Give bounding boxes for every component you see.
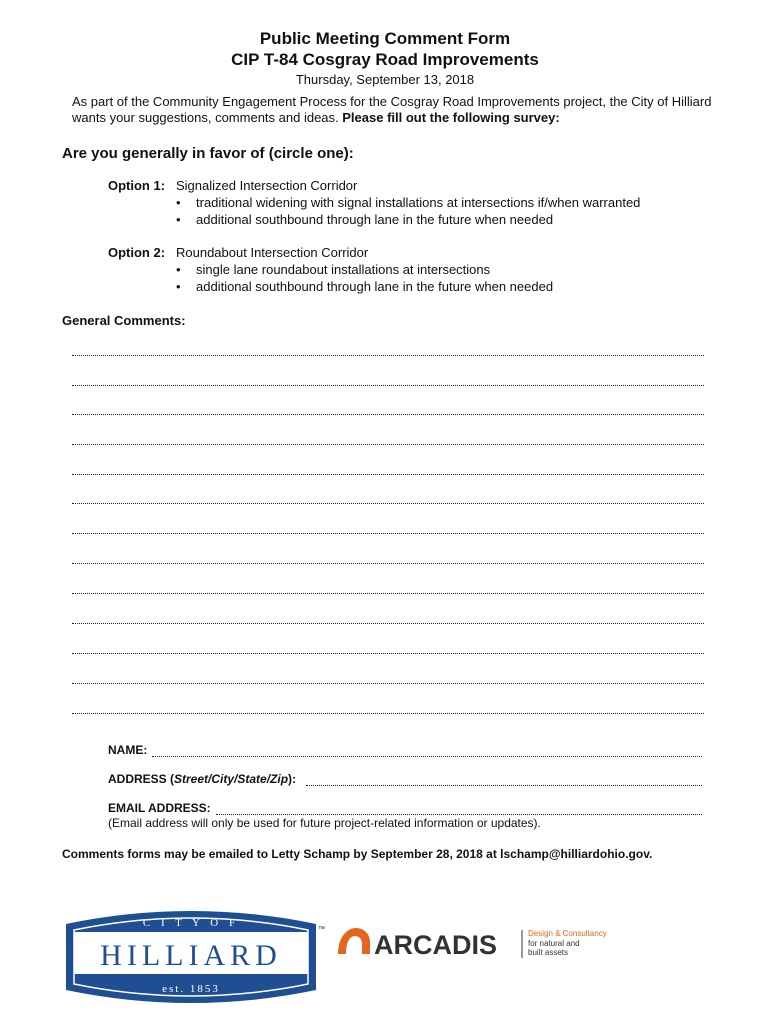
comment-line[interactable] [72,713,704,714]
comment-line[interactable] [72,653,704,654]
hilliard-logo-name: HILLIARD [100,939,282,972]
comment-line[interactable] [72,474,704,475]
form-title: Public Meeting Comment Form [259,29,511,48]
comment-line[interactable] [72,444,704,445]
email-label: EMAIL ADDRESS: [108,801,211,815]
arcadis-tagline-2: for natural and [528,939,580,948]
address-label-prefix: ADDRESS ( [108,772,175,786]
arcadis-logo [334,924,614,964]
arcadis-tagline-1: Design & Consultancy [528,929,607,938]
comment-line[interactable] [72,503,704,504]
hilliard-logo-est: est. 1853 [162,983,220,995]
hilliard-logo-top: C I T Y O F [142,917,240,929]
option-1-bullet [176,212,554,227]
option-2-label[interactable]: Option 2: [108,245,166,260]
address-label-italic: Street/City/State/Zip [174,772,289,786]
comment-line[interactable] [72,683,704,684]
intro-paragraph [72,94,722,126]
arcadis-logo-name: ARCADIS [374,930,498,960]
intro-emphasis: Please fill out the following survey: [342,110,560,125]
arcadis-logo-mark [338,928,370,954]
trademark-symbol: ™ [318,926,325,933]
project-title: CIP T-84 Cosgray Road Improvements [231,50,539,69]
comment-line[interactable] [72,563,704,564]
address-field[interactable] [306,785,702,786]
comment-line[interactable] [72,533,704,534]
survey-question: Are you generally in favor of (circle one): [62,145,354,162]
bullet-icon: • [176,262,181,277]
comment-line[interactable] [72,593,704,594]
option-1-title[interactable]: Signalized Intersection Corridor [176,178,358,193]
email-note: (Email address will only be used for future project-related information or updates). [108,816,541,830]
address-label [108,772,296,786]
option-1-label[interactable]: Option 1: [108,178,166,193]
comment-line[interactable] [72,385,704,386]
bullet-text: additional southbound through lane in the future when needed [196,279,554,294]
bullet-icon: • [176,195,181,210]
email-field[interactable] [216,814,702,815]
option-2-bullet [176,279,554,294]
option-2-title[interactable]: Roundabout Intersection Corridor [176,245,369,260]
arcadis-tagline-3: built assets [528,948,569,957]
name-field[interactable] [152,756,702,757]
address-label-suffix: ): [288,772,297,786]
bullet-text: traditional widening with signal installations at intersections if/when warranted [196,195,641,210]
bullet-icon: • [176,212,181,227]
meeting-date: Thursday, September 13, 2018 [295,72,475,87]
option-2-bullet [176,262,491,277]
general-comments-label: General Comments: [62,313,186,328]
city-of-hilliard-logo [60,904,322,1008]
option-1-bullet [176,195,641,210]
comment-line[interactable] [72,355,704,356]
bullet-icon: • [176,279,181,294]
bullet-text: single lane roundabout installations at intersections [196,262,491,277]
bullet-text: additional southbound through lane in the future when needed [196,212,554,227]
submission-instructions: Comments forms may be emailed to Letty Schamp by September 28, 2018 at lschamp@hilliardohio.gov. [62,847,653,861]
comment-line[interactable] [72,623,704,624]
comment-line[interactable] [72,414,704,415]
intro-text: As part of the Community Engagement Process for the Cosgray Road Improvements project, the City of Hilliard wants your suggestions, comments and ideas. [72,94,712,125]
name-label: NAME: [108,743,148,757]
